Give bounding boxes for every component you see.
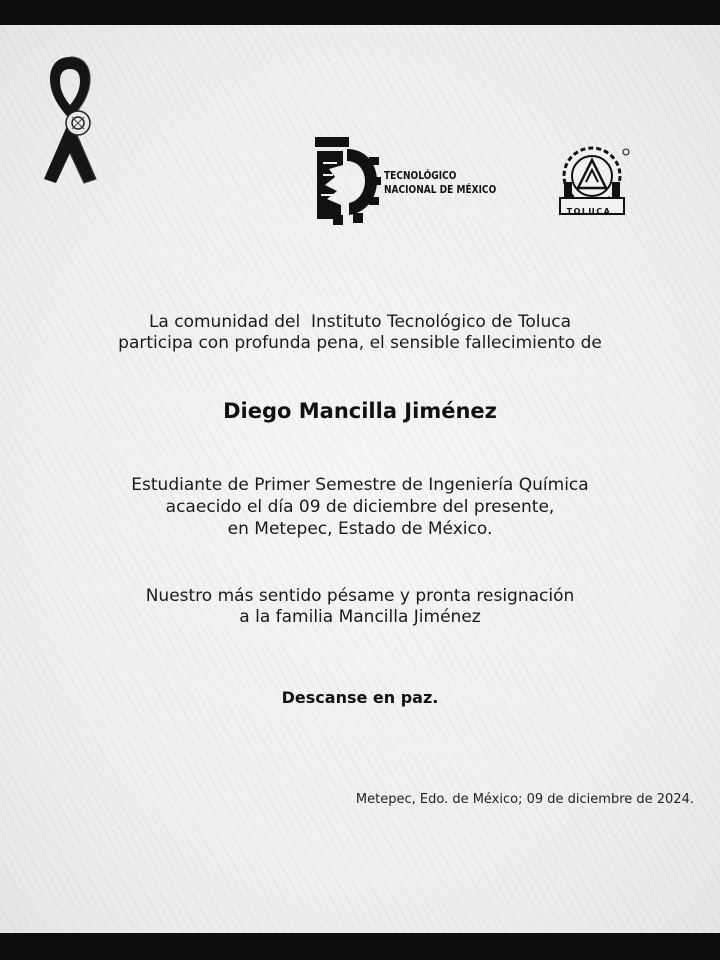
details-line-1: Estudiante de Primer Semestre de Ingeniería Química xyxy=(131,475,589,495)
bottom-frame-bar xyxy=(0,933,720,960)
intro-paragraph xyxy=(0,312,720,354)
details-line-3: en Metepec, Estado de México. xyxy=(227,519,493,539)
top-frame-bar xyxy=(0,0,720,25)
deceased-name: Diego Mancilla Jiménez xyxy=(223,399,497,423)
condolence-notice xyxy=(0,25,720,933)
toluca-emblem-label: TOLUCA xyxy=(566,207,612,216)
tecnm-wordmark-line-2: NACIONAL DE MÉXICO xyxy=(384,184,497,196)
mourning-ribbon-icon xyxy=(34,53,106,189)
intro-line-1: La comunidad del Instituto Tecnológico de Toluca xyxy=(148,312,572,332)
tecnm-wordmark xyxy=(384,169,496,197)
tecnm-wordmark-line-1: TECNOLÓGICO xyxy=(384,170,457,182)
closing-line: Descanse en paz. xyxy=(281,688,439,707)
intro-line-2: participa con profunda pena, el sensible fallecimiento de xyxy=(118,333,602,353)
details-line-2: acaecido el día 09 de diciembre del presente, xyxy=(165,497,555,517)
condolences-paragraph xyxy=(0,586,720,628)
details-paragraph xyxy=(0,474,720,540)
condolences-line-1: Nuestro más sentido pésame y pronta resignación xyxy=(145,586,575,606)
condolences-line-2: a la familia Mancilla Jiménez xyxy=(239,607,481,627)
tecnm-emblem-icon xyxy=(313,135,381,227)
place-and-date: Metepec, Edo. de México; 09 de diciembre de 2024. xyxy=(355,792,694,807)
